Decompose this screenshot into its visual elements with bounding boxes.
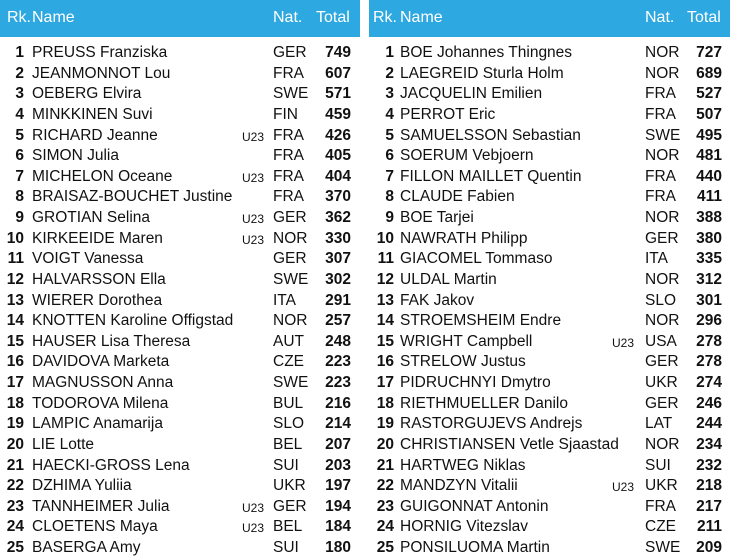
total-points: 330 <box>325 229 351 247</box>
athlete-name: BASERGA Amy <box>32 539 141 557</box>
nation-code: BEL <box>273 435 303 453</box>
total-points: 234 <box>696 435 722 453</box>
name-header: Name <box>32 9 75 26</box>
rank-cell: 13 <box>6 291 24 309</box>
rank-cell: 11 <box>377 250 394 268</box>
nation-code: GER <box>273 250 307 268</box>
total-points: 248 <box>325 332 351 350</box>
total-points: 527 <box>696 85 722 103</box>
nation-code: NOR <box>273 312 308 330</box>
table-row <box>0 475 360 496</box>
table-row <box>369 434 730 455</box>
total-points: 184 <box>325 518 351 536</box>
athlete-name: WIERER Dorothea <box>32 291 163 309</box>
nation-code: NOR <box>645 270 680 288</box>
total-points: 388 <box>696 209 722 227</box>
nation-code: SLO <box>273 415 305 433</box>
total-points: 749 <box>325 44 351 61</box>
athlete-name: TODOROVA Milena <box>32 394 169 412</box>
nation-code: NOR <box>645 147 680 165</box>
name-header: Name <box>400 9 443 26</box>
total-points: 180 <box>325 539 351 557</box>
table-row <box>369 145 730 166</box>
u23-badge: U23 <box>242 212 265 227</box>
nation-code: CZE <box>645 518 676 536</box>
table-row <box>0 455 360 476</box>
athlete-name: BOE Johannes Thingnes <box>400 44 573 61</box>
nation-code: ITA <box>273 291 296 309</box>
rank-cell: 16 <box>376 353 394 371</box>
nation-code: UKR <box>273 477 306 495</box>
table-row <box>369 269 730 290</box>
athlete-name: LAMPIC Anamarija <box>32 415 163 433</box>
nation-code: ITA <box>645 250 668 268</box>
rank-header: Rk. <box>373 9 397 26</box>
nation-code: CZE <box>273 353 304 371</box>
athlete-name: ULDAL Martin <box>400 270 497 288</box>
nation-code: GER <box>645 353 679 371</box>
table-row <box>369 331 730 352</box>
total-points: 244 <box>696 415 722 433</box>
table-row <box>369 104 730 125</box>
total-points: 607 <box>325 64 351 82</box>
rank-cell: 5 <box>15 126 24 144</box>
total-points: 278 <box>696 353 722 371</box>
athlete-name: GROTIAN Selina <box>32 209 151 227</box>
table-row <box>369 83 730 104</box>
rank-cell: 2 <box>385 64 394 82</box>
table-row <box>369 63 730 84</box>
table-row <box>0 310 360 331</box>
nation-code: NOR <box>273 229 308 247</box>
nation-code: UKR <box>645 477 678 495</box>
rank-cell: 8 <box>385 188 394 206</box>
table-row <box>369 537 730 558</box>
nation-code: GER <box>645 229 679 247</box>
rank-header: Rk. <box>7 9 31 26</box>
rank-cell: 6 <box>385 147 394 165</box>
table-row <box>0 351 360 372</box>
athlete-name: CLOETENS Maya <box>32 518 158 536</box>
rank-cell: 10 <box>6 229 24 247</box>
nation-header: Nat. <box>273 9 303 26</box>
total-points: 218 <box>696 477 722 495</box>
total-points: 216 <box>325 394 351 412</box>
nation-code: NOR <box>645 312 680 330</box>
table-row <box>0 269 360 290</box>
athlete-name: LIE Lotte <box>32 435 95 453</box>
total-points: 214 <box>325 415 351 433</box>
athlete-name: MINKKINEN Suvi <box>32 105 153 123</box>
table-row <box>0 413 360 434</box>
total-points: 362 <box>325 209 351 227</box>
nation-code: FRA <box>273 147 304 165</box>
nation-code: BEL <box>273 518 303 536</box>
nation-code: FRA <box>645 188 676 206</box>
nation-code: SUI <box>645 456 671 474</box>
athlete-name: KNOTTEN Karoline Offigstad <box>32 312 234 330</box>
table-row <box>0 393 360 414</box>
athlete-name: HALVARSSON Ella <box>32 270 166 288</box>
athlete-name: BOE Tarjei <box>400 209 474 227</box>
nation-code: SLO <box>645 291 677 309</box>
rank-cell: 15 <box>376 332 394 350</box>
total-points: 405 <box>325 147 351 165</box>
total-points: 301 <box>696 291 722 309</box>
athlete-name: HARTWEG Niklas <box>400 456 526 474</box>
total-points: 194 <box>325 497 351 515</box>
nation-code: SWE <box>273 85 309 103</box>
rank-cell: 21 <box>6 456 24 474</box>
athlete-name: HORNIG Vitezslav <box>400 518 529 536</box>
table-row <box>369 455 730 476</box>
total-points: 404 <box>325 167 351 185</box>
total-points: 278 <box>696 332 722 350</box>
rank-cell: 2 <box>15 64 24 82</box>
total-points: 197 <box>325 477 351 495</box>
athlete-name: PREUSS Franziska <box>32 44 168 61</box>
athlete-name: FAK Jakov <box>400 291 475 309</box>
rank-cell: 7 <box>385 167 394 185</box>
total-points: 370 <box>325 188 351 206</box>
nation-code: SWE <box>273 270 309 288</box>
total-points: 411 <box>696 188 722 206</box>
athlete-name: PIDRUCHNYI Dmytro <box>400 374 551 392</box>
athlete-name: MAGNUSSON Anna <box>32 374 174 392</box>
rank-cell: 4 <box>385 105 394 123</box>
rank-cell: 25 <box>376 539 394 557</box>
rank-cell: 23 <box>6 497 24 515</box>
nation-code: FIN <box>273 105 298 123</box>
athlete-name: SIMON Julia <box>32 147 119 165</box>
total-points: 727 <box>696 44 722 61</box>
table-row <box>369 372 730 393</box>
rank-cell: 17 <box>6 374 24 392</box>
rank-cell: 21 <box>376 456 394 474</box>
u23-badge: U23 <box>242 170 265 185</box>
table-row <box>369 166 730 187</box>
rank-cell: 19 <box>6 415 24 433</box>
nation-code: FRA <box>645 105 676 123</box>
table-row <box>369 42 730 63</box>
athlete-name: GUIGONNAT Antonin <box>400 497 549 515</box>
total-header: Total <box>687 9 721 26</box>
rank-cell: 8 <box>15 188 24 206</box>
athlete-name: WRIGHT Campbell <box>400 332 533 350</box>
total-header: Total <box>316 9 350 26</box>
table-row <box>0 372 360 393</box>
total-points: 307 <box>325 250 351 268</box>
rank-cell: 23 <box>376 497 394 515</box>
rank-cell: 22 <box>6 477 24 495</box>
table-row <box>369 393 730 414</box>
total-points: 507 <box>696 105 722 123</box>
table-row <box>0 331 360 352</box>
nation-code: AUT <box>273 332 304 350</box>
table-row <box>0 166 360 187</box>
table-row <box>369 496 730 517</box>
total-points: 335 <box>696 250 722 268</box>
rank-cell: 15 <box>6 332 24 350</box>
athlete-name: PERROT Eric <box>400 105 496 123</box>
athlete-name: RASTORGUJEVS Andrejs <box>400 415 583 433</box>
rank-cell: 17 <box>376 374 394 392</box>
rank-cell: 16 <box>6 353 24 371</box>
athlete-name: VOIGT Vanessa <box>32 250 144 268</box>
u23-badge: U23 <box>242 129 265 144</box>
nation-code: FRA <box>273 64 304 82</box>
athlete-name: FILLON MAILLET Quentin <box>400 167 582 185</box>
table-row <box>0 83 360 104</box>
athlete-name: MICHELON Oceane <box>32 167 173 185</box>
table-row <box>369 186 730 207</box>
rank-cell: 14 <box>376 312 394 330</box>
table-row <box>0 42 360 63</box>
rank-cell: 1 <box>385 44 394 61</box>
total-points: 223 <box>325 353 351 371</box>
table-row <box>369 125 730 146</box>
rank-cell: 22 <box>376 477 394 495</box>
nation-code: SUI <box>273 539 299 557</box>
rank-cell: 5 <box>385 126 394 144</box>
rank-cell: 14 <box>6 312 24 330</box>
athlete-name: JEANMONNOT Lou <box>32 64 171 82</box>
total-points: 312 <box>696 270 722 288</box>
total-points: 291 <box>325 291 351 309</box>
total-points: 481 <box>696 147 722 165</box>
table-row <box>369 413 730 434</box>
table-row <box>0 248 360 269</box>
nation-code: FRA <box>273 126 304 144</box>
table-header <box>0 0 360 37</box>
rank-cell: 4 <box>15 105 24 123</box>
nation-code: FRA <box>645 85 676 103</box>
athlete-name: HAUSER Lisa Theresa <box>32 332 191 350</box>
athlete-name: OEBERG Elvira <box>32 85 142 103</box>
nation-code: GER <box>273 44 307 61</box>
total-points: 207 <box>325 435 351 453</box>
table-row <box>369 475 730 496</box>
rank-cell: 20 <box>6 435 24 453</box>
total-points: 302 <box>325 270 351 288</box>
total-points: 426 <box>325 126 351 144</box>
rank-cell: 24 <box>376 518 394 536</box>
athlete-name: JACQUELIN Emilien <box>400 85 543 103</box>
table-row <box>369 207 730 228</box>
total-points: 217 <box>696 497 722 515</box>
rank-cell: 9 <box>15 209 24 227</box>
u23-badge: U23 <box>242 521 265 536</box>
nation-code: FRA <box>645 167 676 185</box>
table-row <box>369 310 730 331</box>
table-row <box>0 290 360 311</box>
nation-code: GER <box>273 209 307 227</box>
table-row <box>0 145 360 166</box>
total-points: 203 <box>325 456 351 474</box>
athlete-name: GIACOMEL Tommaso <box>400 250 553 268</box>
nation-code: USA <box>645 332 677 350</box>
total-points: 380 <box>696 229 722 247</box>
athlete-name: DZHIMA Yuliia <box>32 477 132 495</box>
total-points: 246 <box>696 394 722 412</box>
nation-code: GER <box>645 394 679 412</box>
table-row <box>369 228 730 249</box>
nation-code: FRA <box>645 497 676 515</box>
athlete-name: RIETHMUELLER Danilo <box>400 394 568 412</box>
nation-code: FRA <box>273 167 304 185</box>
women-standings-table <box>0 0 360 560</box>
table-row <box>0 63 360 84</box>
rank-cell: 3 <box>385 85 394 103</box>
nation-code: GER <box>273 497 307 515</box>
rank-cell: 24 <box>6 518 24 536</box>
rank-cell: 11 <box>7 250 24 268</box>
u23-badge: U23 <box>612 335 635 350</box>
athlete-name: STROEMSHEIM Endre <box>400 312 562 330</box>
rank-cell: 12 <box>376 270 394 288</box>
athlete-name: STRELOW Justus <box>400 353 526 371</box>
total-points: 209 <box>696 539 722 557</box>
rank-cell: 20 <box>376 435 394 453</box>
table-row <box>369 290 730 311</box>
rank-cell: 7 <box>15 167 24 185</box>
nation-code: NOR <box>645 209 680 227</box>
men-standings-table <box>369 0 730 560</box>
athlete-name: SOERUM Vebjoern <box>400 147 534 165</box>
athlete-name: HAECKI-GROSS Lena <box>32 456 190 474</box>
table-row <box>0 496 360 517</box>
rank-cell: 12 <box>6 270 24 288</box>
rank-cell: 10 <box>376 229 394 247</box>
total-points: 232 <box>696 456 722 474</box>
rank-cell: 9 <box>385 209 394 227</box>
total-points: 495 <box>696 126 722 144</box>
athlete-name: PONSILUOMA Martin <box>400 539 550 557</box>
nation-code: SWE <box>273 374 309 392</box>
athlete-name: CLAUDE Fabien <box>400 188 515 206</box>
rank-cell: 18 <box>376 394 394 412</box>
nation-code: LAT <box>645 415 673 433</box>
table-row <box>369 516 730 537</box>
nation-code: NOR <box>645 435 680 453</box>
athlete-name: NAWRATH Philipp <box>400 229 528 247</box>
rank-cell: 6 <box>15 147 24 165</box>
athlete-name: LAEGREID Sturla Holm <box>400 64 564 82</box>
u23-badge: U23 <box>242 232 265 247</box>
table-row <box>0 186 360 207</box>
total-points: 440 <box>696 167 722 185</box>
rank-cell: 25 <box>6 539 24 557</box>
athlete-name: BRAISAZ-BOUCHET Justine <box>32 188 233 206</box>
nation-header: Nat. <box>645 9 675 26</box>
table-row <box>0 516 360 537</box>
total-points: 274 <box>696 374 722 392</box>
athlete-name: KIRKEEIDE Maren <box>32 229 163 247</box>
athlete-name: RICHARD Jeanne <box>32 126 158 144</box>
table-row <box>369 351 730 372</box>
rank-cell: 18 <box>6 394 24 412</box>
table-row <box>0 125 360 146</box>
table-row <box>369 248 730 269</box>
total-points: 571 <box>325 85 351 103</box>
table-row <box>0 104 360 125</box>
nation-code: BUL <box>273 394 304 412</box>
nation-code: UKR <box>645 374 678 392</box>
athlete-name: DAVIDOVA Marketa <box>32 353 170 371</box>
total-points: 223 <box>325 374 351 392</box>
u23-badge: U23 <box>612 480 635 495</box>
total-points: 459 <box>325 105 351 123</box>
athlete-name: TANNHEIMER Julia <box>32 497 170 515</box>
nation-code: FRA <box>273 188 304 206</box>
rank-cell: 19 <box>376 415 394 433</box>
nation-code: SUI <box>273 456 299 474</box>
athlete-name: MANDZYN Vitalii <box>400 477 518 495</box>
rank-cell: 13 <box>376 291 394 309</box>
u23-badge: U23 <box>242 500 265 515</box>
table-row <box>0 537 360 558</box>
athlete-name: SAMUELSSON Sebastian <box>400 126 581 144</box>
nation-code: SWE <box>645 539 681 557</box>
nation-code: SWE <box>645 126 681 144</box>
athlete-name: CHRISTIANSEN Vetle Sjaastad <box>400 435 619 453</box>
total-points: 211 <box>696 518 722 536</box>
total-points: 296 <box>696 312 722 330</box>
table-header <box>369 0 730 37</box>
nation-code: NOR <box>645 64 680 82</box>
table-row <box>0 228 360 249</box>
nation-code: NOR <box>645 44 680 61</box>
table-row <box>0 434 360 455</box>
total-points: 257 <box>325 312 351 330</box>
rank-cell: 3 <box>15 85 24 103</box>
table-row <box>0 207 360 228</box>
rank-cell: 1 <box>15 44 24 61</box>
total-points: 689 <box>696 64 722 82</box>
